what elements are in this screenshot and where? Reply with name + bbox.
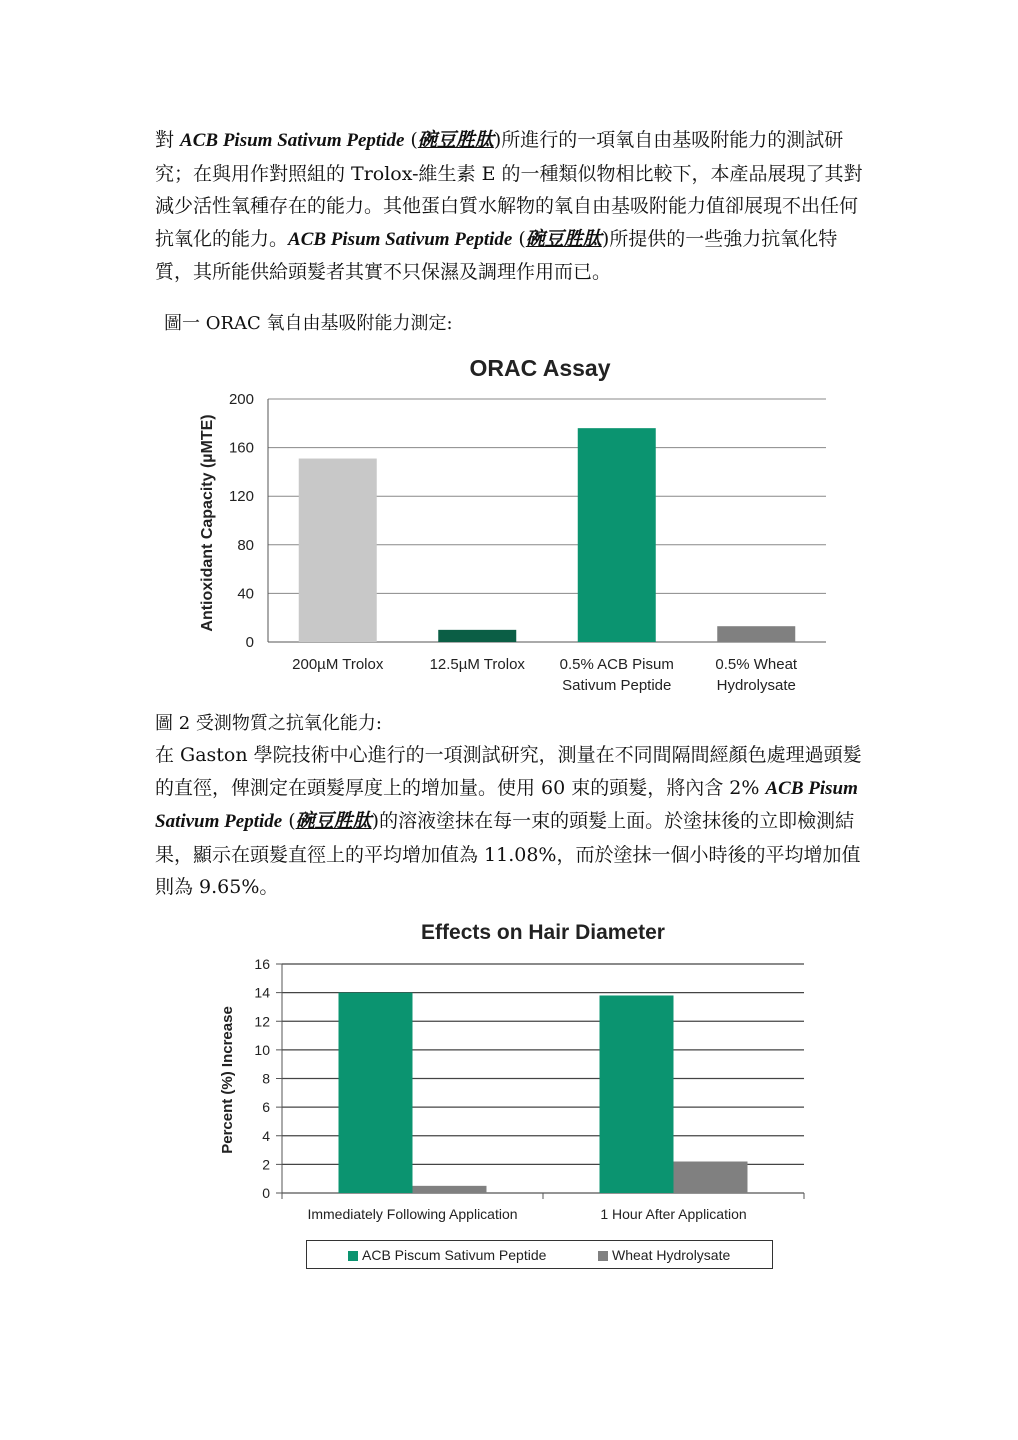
legend-swatch — [348, 1251, 358, 1261]
y-tick-label: 40 — [237, 585, 254, 603]
bar — [339, 993, 413, 1193]
bar — [717, 626, 795, 642]
y-tick-label: 80 — [237, 536, 254, 554]
y-tick-label: 10 — [254, 1041, 270, 1058]
y-tick-label: 0 — [245, 634, 254, 651]
x-tick-label: Immediately Following Application — [307, 1206, 518, 1222]
orac-assay-chart — [0, 345, 1018, 705]
legend-swatch — [598, 1251, 608, 1261]
product-cn-name: 碗豆胜肽 — [295, 811, 372, 832]
chart-title: Effects on Hair Diameter — [421, 921, 665, 944]
intro-paragraph: 對 ACB Pisum Sativum Peptide (碗豆胜肽)所進行的一項氧自由基吸附能力的測試研究；在與用作對照組的 Trolox-維生素 E 的一種類似物相比較下，本產品展現了其對減少活性氧種存在的能力。其他蛋白質水解物的氧自由基吸附能力值卻展現不出任何抗氧化的能力。ACB Pisum Sativum Peptide (碗豆胜肽)所提供的一些強力抗氧化特質，其所能供給頭髮者其實不只保濕及調理作用而已。 — [155, 129, 863, 283]
x-tick-label: 0.5% Wheat — [715, 656, 798, 673]
bar — [438, 630, 516, 642]
x-tick-label: 0.5% ACB Pisum — [559, 656, 674, 673]
figure1-caption: 圖一 ORAC 氧自由基吸附能力測定: — [164, 313, 453, 334]
y-tick-label: 16 — [254, 956, 270, 972]
y-tick-label: 8 — [262, 1070, 270, 1087]
bar — [413, 1186, 487, 1193]
y-tick-label: 160 — [228, 439, 254, 457]
legend-item — [348, 1247, 546, 1263]
figure2-caption: 圖 2 受測物質之抗氧化能力: — [155, 713, 382, 734]
bar — [600, 995, 674, 1193]
x-tick-label: 12.5µM Trolox — [429, 656, 525, 673]
y-tick-label: 12 — [254, 1013, 270, 1030]
y-tick-label: 4 — [262, 1127, 270, 1144]
product-name: ACB Pisum Sativum Peptide — [288, 228, 513, 250]
product-name: ACB Pisum Sativum Peptide — [180, 130, 405, 151]
y-axis-label: Antioxidant Capacity (µMTE) — [199, 414, 216, 632]
y-axis-label: Percent (%) Increase — [219, 1006, 236, 1154]
y-tick-label: 200 — [228, 391, 254, 408]
product-cn-name: 碗豆胜肽 — [525, 228, 602, 250]
x-tick-label: 1 Hour After Application — [600, 1206, 747, 1222]
chart-legend — [306, 1240, 773, 1269]
bar — [299, 459, 377, 642]
y-tick-label: 120 — [228, 488, 254, 506]
hair-diameter-chart — [0, 905, 1018, 1225]
chart-title: ORAC Assay — [469, 355, 611, 381]
bar — [578, 428, 656, 642]
bar — [674, 1162, 748, 1193]
product-cn-name: 碗豆胜肽 — [417, 130, 494, 151]
y-tick-label: 6 — [262, 1099, 270, 1116]
y-tick-label: 0 — [262, 1185, 270, 1201]
y-tick-label: 14 — [254, 984, 270, 1001]
x-tick-label: 200µM Trolox — [292, 656, 384, 673]
x-tick-label: Hydrolysate — [716, 677, 796, 694]
legend-label: Wheat Hydrolysate — [612, 1247, 731, 1263]
legend-label: ACB Piscum Sativum Peptide — [362, 1247, 547, 1263]
legend-item — [598, 1247, 730, 1263]
x-tick-label: Sativum Peptide — [562, 677, 672, 694]
product-name: ACB Pisum Sativum Peptide — [155, 777, 858, 832]
hair-study-paragraph: 在 Gaston 學院技術中心進行的一項測試研究，測量在不同間隔間經顏色處理過頭髮的直徑，俾測定在頭髮厚度上的增加量。使用 60 束的頭髮，將內含 2% ACB Pisum Sativum Peptide (碗豆胜肽)的溶液塗抹在每一束的頭髮上面。於塗抹後的立即檢測結果，顯示在頭髮直徑上的平均增加值為 11.08%，而於塗抹一個小時後的平均增加值則為 9.65%。 — [155, 744, 862, 898]
y-tick-label: 2 — [262, 1156, 270, 1173]
